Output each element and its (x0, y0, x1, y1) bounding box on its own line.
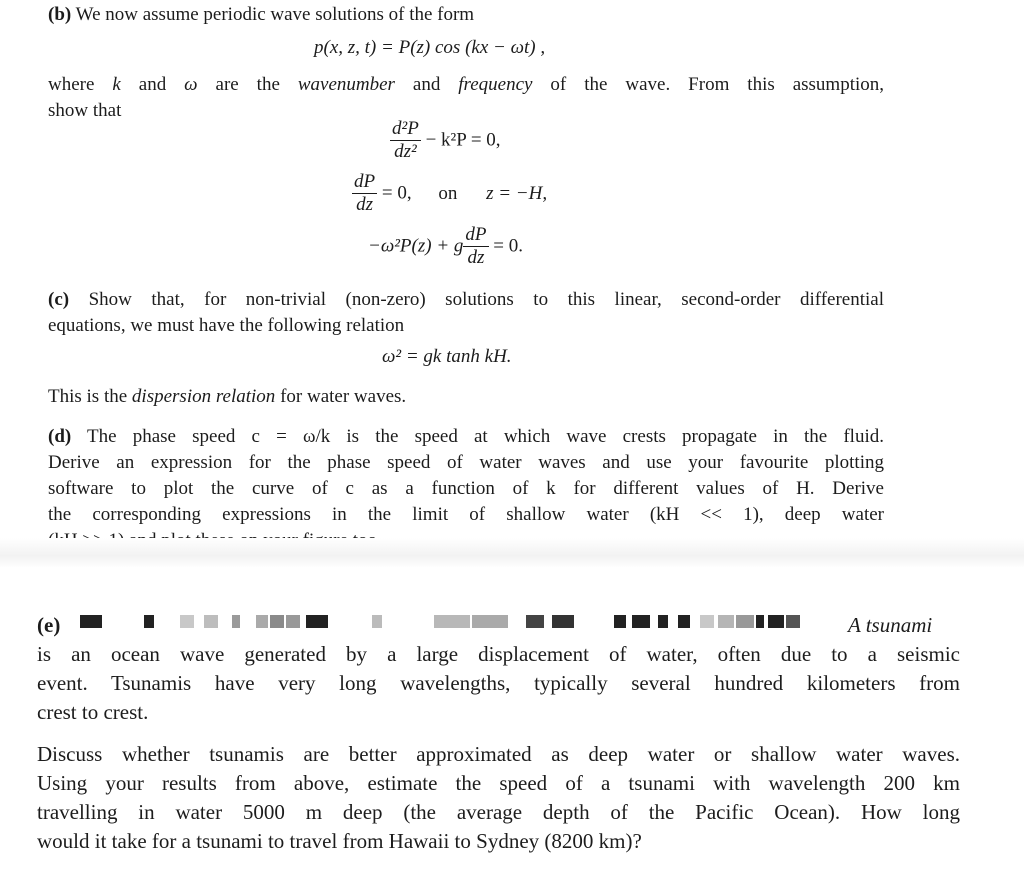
equation-surface-rest: = 0. (493, 235, 523, 257)
part-e-p2-line3: travelling in water 5000 m deep (the average depth of the Pacific Ocean). How long (37, 800, 960, 824)
equation-ode-rest: − k²P = 0, (425, 129, 501, 151)
part-c-label: (c) (48, 289, 70, 310)
symbol-omega: ω (184, 74, 198, 95)
part-d-label: (d) (48, 426, 72, 447)
part-d-line3: software to plot the curve of c as a function of k for different values of H. Derive (48, 478, 884, 499)
part-e-p2-line4: would it take for a tsunami to travel from Hawaii to Sydney (8200 km)? (37, 829, 642, 853)
part-d-line4: the corresponding expressions in the limit of shallow water (kH << 1), deep water (48, 504, 884, 525)
show-that-text: show that (48, 100, 122, 121)
fraction-numerator: dP (465, 224, 487, 245)
part-e-line4: crest to crest. (37, 700, 149, 724)
part-b-intro-text: We now assume periodic wave solutions of the form (75, 4, 475, 25)
where-text: where (48, 74, 113, 95)
part-e-p2-line2: Using your results from above, estimate the speed of a tsunami with wavelength 200 km (37, 771, 960, 795)
fraction-denominator: dz² (394, 141, 417, 162)
fraction-numerator: dP (354, 171, 376, 192)
part-b-intro (48, 2, 888, 28)
dispersion-term: dispersion relation (131, 386, 276, 407)
fraction-d2p-dz2 (390, 118, 421, 163)
equation-bottom-bc (352, 171, 547, 216)
part-b-where-rest: of the wave. From this assumption, (532, 74, 885, 95)
equation-dispersion (382, 346, 512, 368)
equation-bc-rest: = 0, (381, 182, 412, 204)
equation-wave-form-text: p(x, z, t) = P(z) cos (kx − ωt) , (314, 37, 546, 58)
equation-dispersion-text: ω² = gk tanh kH. (382, 346, 512, 367)
fraction-denominator: dz (467, 247, 485, 268)
and2-text: and (394, 74, 459, 95)
part-e-line2: is an ocean wave generated by a large displacement of water, often due to a seismic (37, 642, 960, 666)
part-d-line2: Derive an expression for the phase speed of water waves and use your favourite plotting (48, 452, 884, 473)
part-b-where (48, 72, 884, 124)
dispersion-pre: This is the (48, 386, 132, 407)
part-c-line2: equations, we must have the following relation (48, 315, 405, 336)
part-d-line1 (48, 424, 884, 450)
part-e-line3: event. Tsunamis have very long wavelengths, typically several hundred kilometers from (37, 671, 960, 695)
and-text: and (120, 74, 185, 95)
page-divider (0, 538, 1024, 568)
symbol-k: k (112, 74, 121, 95)
term-wavenumber: wavenumber (297, 74, 395, 95)
equation-surface-left: −ω²P(z) + g (368, 235, 464, 257)
part-b-where-line (48, 72, 884, 98)
term-frequency: frequency (458, 74, 533, 95)
dispersion-sentence (48, 384, 884, 410)
part-e-p2-line1: Discuss whether tsunamis are better approximated as deep water or shallow water waves. (37, 742, 960, 766)
redacted-text-block (80, 611, 840, 633)
part-e-paragraph-1 (37, 640, 960, 727)
are-the-text: are the (197, 74, 298, 95)
part-b-label: (b) (48, 4, 72, 25)
part-c-line1-text: Show that, for non-trivial (non-zero) solutions to this linear, second-order differential (88, 289, 885, 310)
part-c-text (48, 287, 884, 339)
part-d-text (48, 424, 884, 554)
part-d-line1-text: The phase speed c = ω/k is the speed at which wave crests propagate in the fluid. (87, 426, 884, 447)
fraction-dp-dz (352, 171, 377, 216)
part-e-label: (e) (37, 613, 61, 637)
equation-on-word: on (438, 182, 458, 204)
part-c-line1 (48, 287, 884, 313)
equation-bc-condition: z = −H, (486, 182, 548, 204)
fraction-dp-dz-surface (463, 224, 488, 269)
equation-ode (390, 118, 501, 163)
equation-wave-form (314, 37, 545, 59)
fraction-numerator: d²P (392, 118, 419, 139)
part-e-tail-text: A tsunami (848, 613, 933, 637)
part-e-paragraph-2 (37, 740, 960, 856)
part-e-tail (848, 611, 932, 640)
fraction-denominator: dz (356, 194, 373, 215)
equation-surface-bc (368, 224, 523, 269)
dispersion-post: for water waves. (275, 386, 407, 407)
